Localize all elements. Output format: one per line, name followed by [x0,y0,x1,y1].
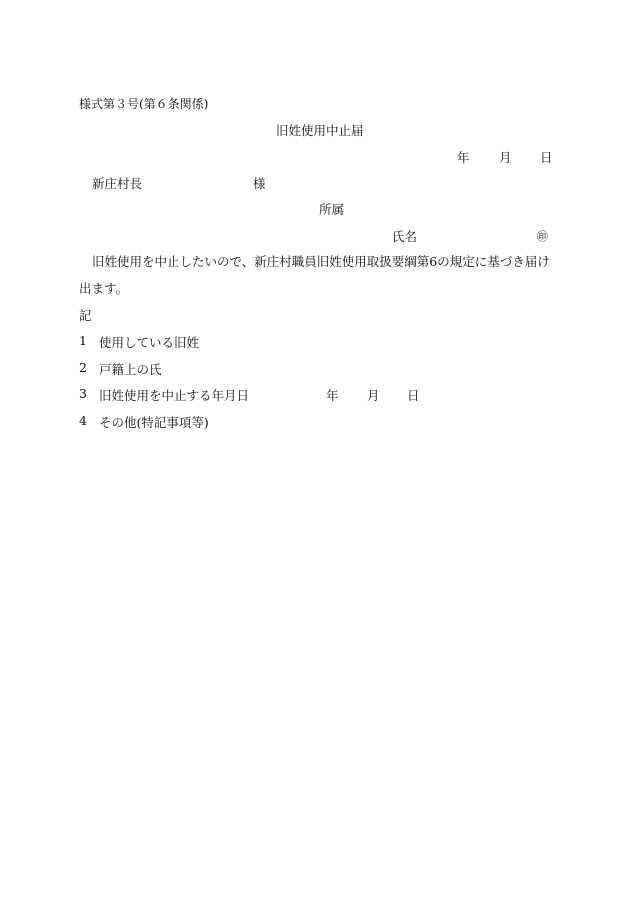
list-item-label: 旧姓使用を中止する年月日 [99,388,250,403]
affiliation-label: 所属 [319,202,345,217]
list-item-label: 戸籍上の氏 [99,362,162,377]
honorific: 様 [253,176,266,191]
item3-day-label: 日 [407,388,420,403]
name-label: 氏名 [392,229,418,244]
date-day-label: 日 [540,150,553,165]
seal-mark: ㊞ [537,230,548,243]
record-heading: 記 [79,308,92,323]
list-item-number: 2 [79,360,87,375]
item3-year-label: 年 [326,388,339,403]
form-number: 様式第３号(第６条関係) [79,97,209,111]
list-item-number: 1 [79,333,87,348]
addressee: 新庄村長 [92,176,143,191]
date-year-label: 年 [457,150,470,165]
body-paragraph: 旧姓使用を中止したいので、新庄村職員旧姓使用取扱要綱第6の規定に基づき届け出ます。 [79,254,550,296]
item3-month-label: 月 [367,388,380,403]
document-title: 旧姓使用中止届 [276,123,364,138]
list-item-number: 4 [79,413,87,428]
list-item-label: その他(特記事項等) [99,415,209,430]
list-item-number: 3 [79,386,87,401]
date-month-label: 月 [499,150,512,165]
list-item-label: 使用している旧姓 [99,335,200,350]
